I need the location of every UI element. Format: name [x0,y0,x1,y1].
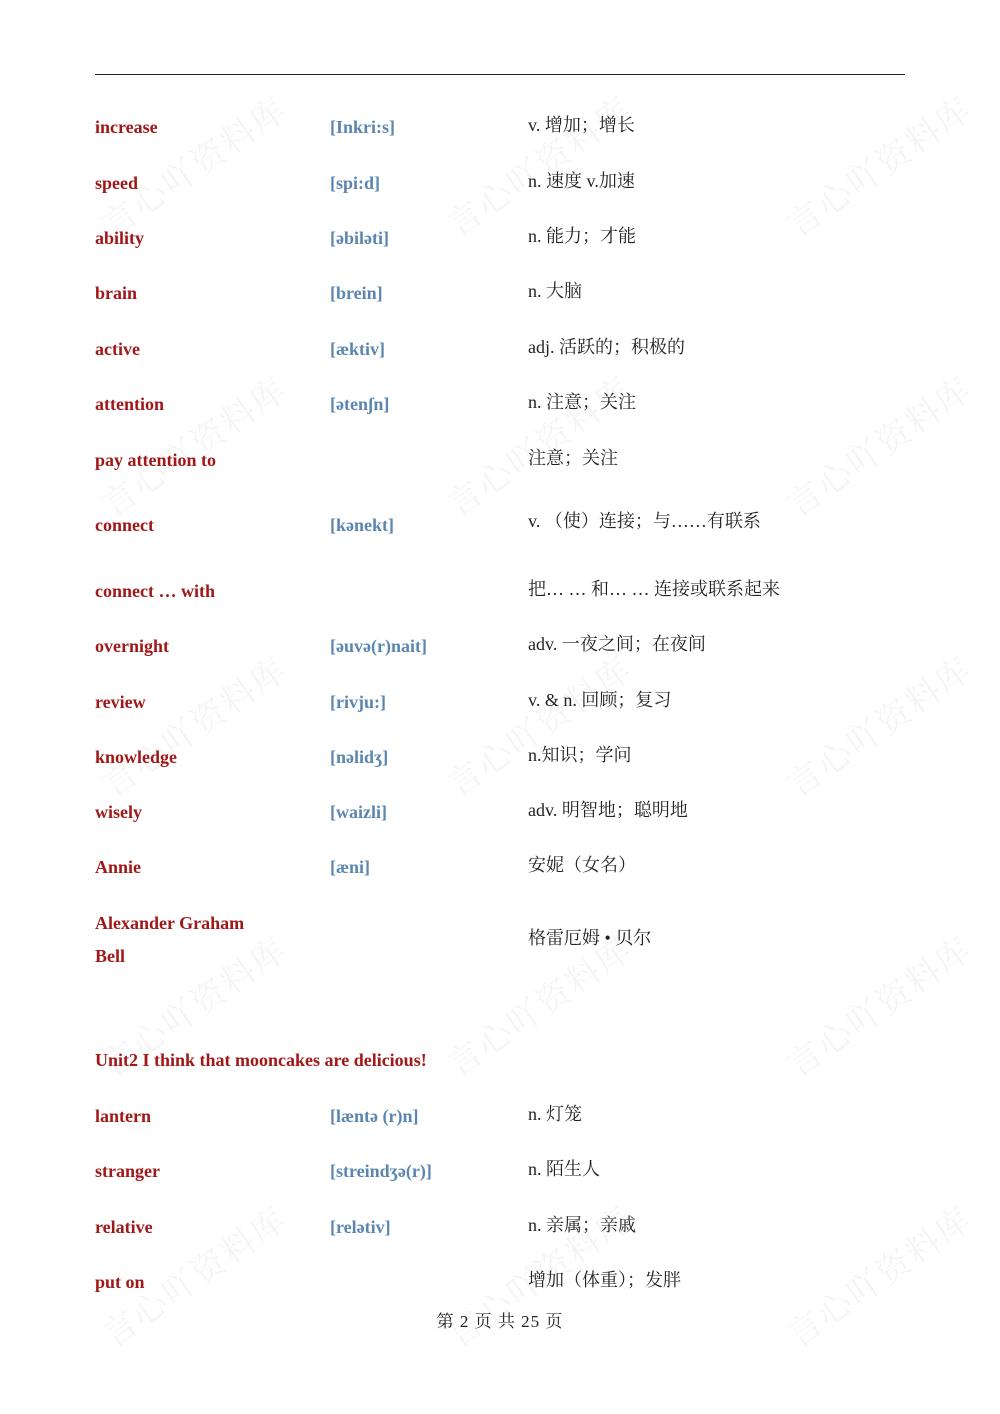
vocab-phonetic: [kənekt] [330,515,394,535]
vocab-phonetic: [əuvə(r)nait] [330,636,427,656]
vocab-meaning: adj. 活跃的；积极的 [528,337,685,357]
vocab-meaning: adv. 一夜之间；在夜间 [528,634,706,654]
vocab-phonetic: [spi:d] [330,173,381,193]
watermark [90,642,295,806]
vocab-word: relative [95,1217,153,1237]
vocab-meaning: v. & n. 回顾；复习 [528,690,672,710]
vocab-word: increase [95,117,158,137]
vocab-meaning: 增加（体重）；发胖 [528,1270,681,1290]
vocab-word: knowledge [95,747,178,767]
vocab-phonetic: [Inkri:s] [330,117,396,137]
watermark [775,82,980,246]
vocab-meaning: n. 亲属；亲戚 [528,1215,636,1235]
watermark [775,922,980,1086]
vocab-meaning: 安妮（女名） [528,855,636,875]
vocab-word: active [95,339,140,359]
vocab-word: wisely [95,802,142,822]
vocab-phonetic: [waizli] [330,802,387,822]
vocab-phonetic: [læntə (r)n] [330,1106,419,1126]
vocab-phonetic: [streindʒə(r)] [330,1161,432,1181]
vocab-phonetic: [æni] [330,857,370,877]
vocab-meaning: 注意；关注 [528,448,618,468]
vocab-phonetic: [relətiv] [330,1217,391,1237]
vocab-meaning: n.知识；学问 [528,745,632,765]
vocab-meaning: n. 能力；才能 [528,226,636,246]
vocab-word: lantern [95,1106,151,1126]
vocab-word: connect [95,515,154,535]
vocab-meaning: n. 速度 v.加速 [528,171,635,191]
vocab-word: Alexander Graham Bell [95,913,245,966]
vocab-meaning: adv. 明智地；聪明地 [528,800,688,820]
vocab-phonetic: [æktiv] [330,339,385,359]
page-footer: 第 2 页 共 25 页 [436,1312,564,1331]
vocab-word: Annie [95,857,142,877]
vocab-word: stranger [95,1161,160,1181]
watermark [775,642,980,806]
vocab-meaning: 把… … 和… … 连接或联系起来 [528,579,780,599]
vocab-word: pay attention to [95,450,216,470]
vocab-meaning: 格雷厄姆 • 贝尔 [528,928,652,948]
vocab-meaning: n. 大脑 [528,281,582,301]
vocab-meaning: n. 灯笼 [528,1104,582,1124]
vocab-phonetic: [rivju:] [330,692,386,712]
header-rule [95,74,905,75]
vocab-phonetic: [ətenʃn] [330,394,390,414]
vocab-meaning: n. 注意；关注 [528,392,636,412]
vocab-meaning: v. 增加；增长 [528,115,635,135]
vocab-word: review [95,692,146,712]
vocab-word: connect … with [95,581,215,601]
vocab-phonetic: [əbiləti] [330,228,389,248]
vocab-phonetic: [brein] [330,283,383,303]
vocab-word: attention [95,394,164,414]
vocab-meaning: v. （使）连接；与……有联系 [528,511,761,531]
watermark [775,362,980,526]
vocab-word: overnight [95,636,169,656]
vocab-phonetic: [nəlidʒ] [330,747,389,767]
vocab-word: speed [95,173,139,193]
vocab-word: put on [95,1272,145,1292]
vocab-word: ability [95,228,145,248]
vocab-meaning: n. 陌生人 [528,1159,600,1179]
unit-heading: Unit2 I think that mooncakes are delicious! [95,1050,427,1070]
watermark [435,642,640,806]
vocab-word: brain [95,283,138,303]
